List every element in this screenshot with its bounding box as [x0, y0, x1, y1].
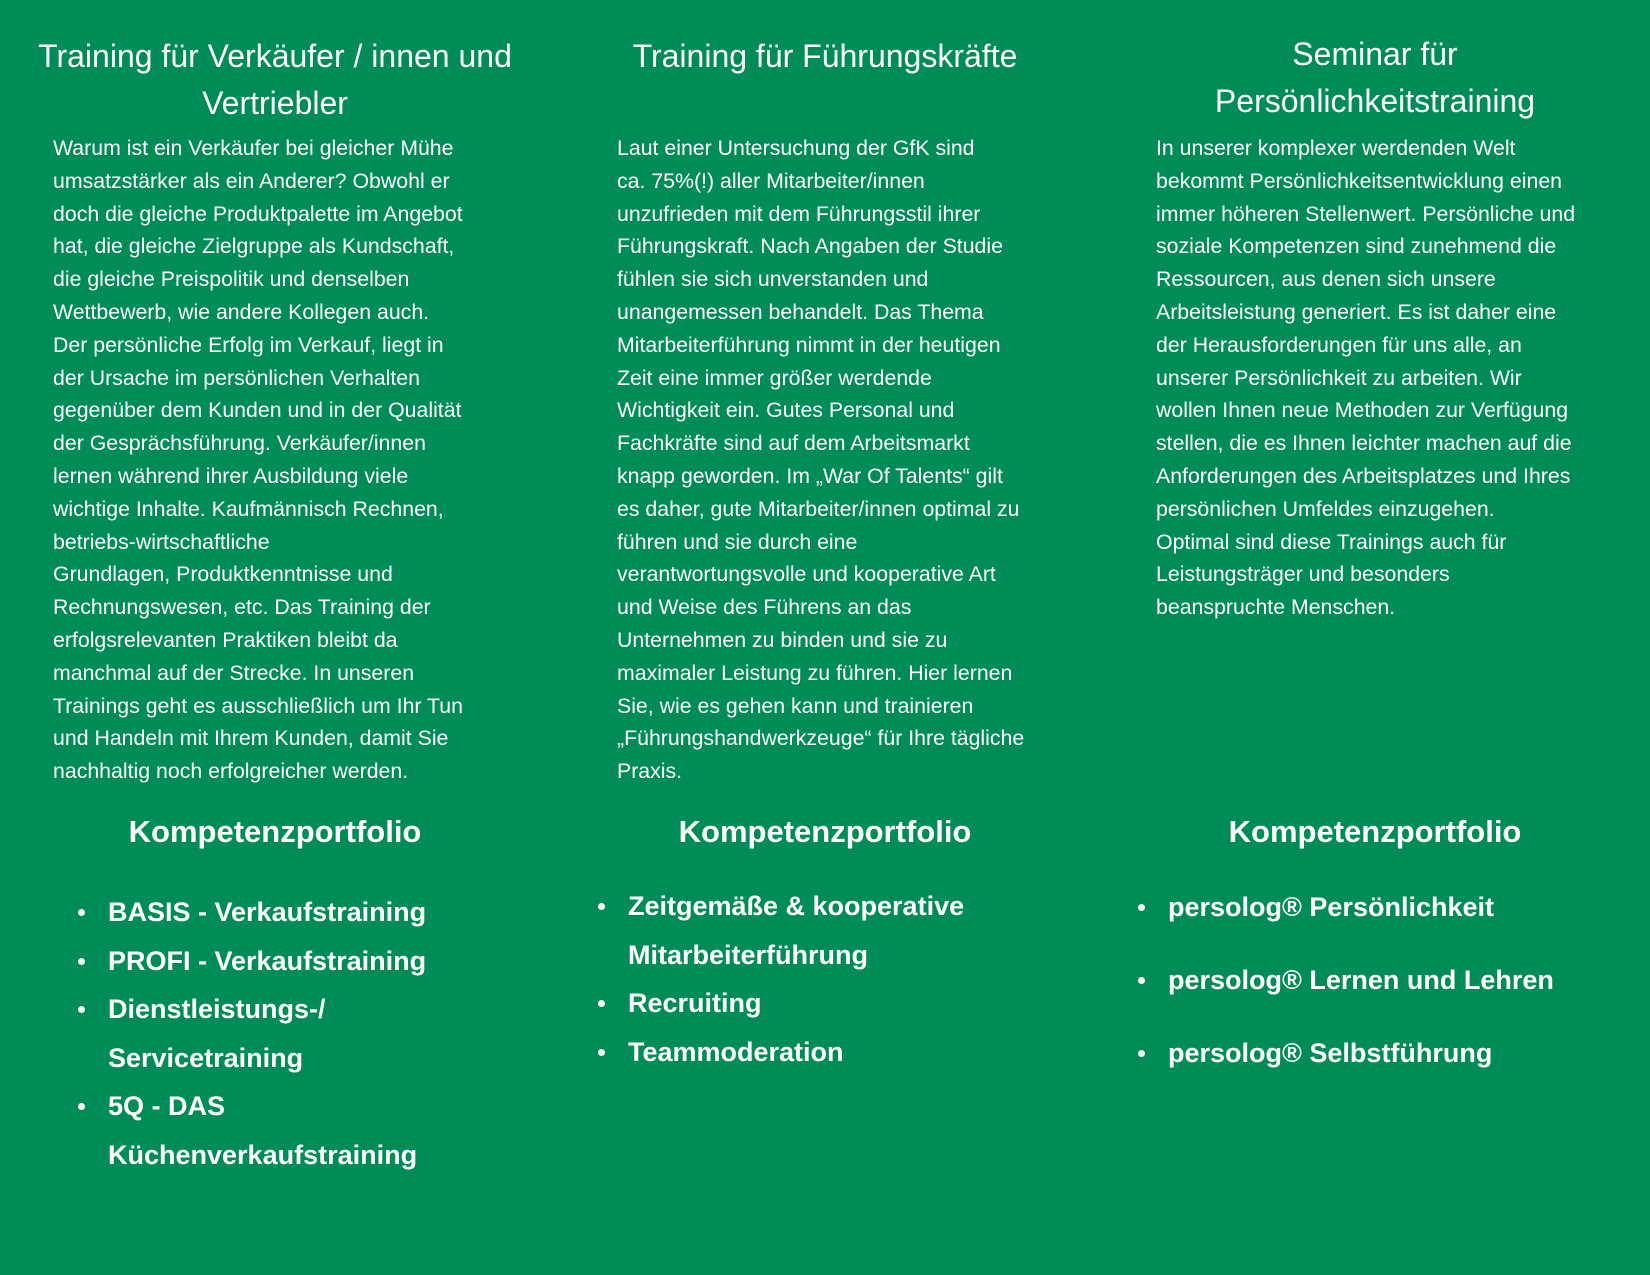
list-item-label: persolog® Persönlichkeit: [1168, 892, 1494, 922]
bullet-icon: [1138, 904, 1145, 911]
list-item-label: BASIS - Verkaufstraining: [108, 897, 427, 927]
list-item-label: Zeitgemäße & kooperative Mitarbeiterführung: [628, 891, 965, 970]
bullet-icon: [598, 903, 605, 910]
bullet-icon: [78, 1103, 85, 1110]
list-item: [628, 882, 1088, 979]
column-body-text: Warum ist ein Verkäufer bei gleicher Mühe umsatzstärker als ein Anderer? Obwohl er doch die gleiche Produktpalette im Angebot hat, die gleiche Zielgruppe als Kundschaft, die gleiche Preispolitik und denselben Wettbewerb, wie andere Kollegen auch. Der persönliche Erfolg im Verkauf, liegt in der Ursache im persönlichen Verhalten gegenüber dem Kunden und in der Qualität der Gesprächsführung. Verkäufer/innen lernen während ihrer Ausbildung viele wichtige Inhalte. Kaufmännisch Rechnen, betriebs-wirtschaftliche Grundlagen, Produktkenntnisse und Rechnungswesen, etc. Das Training der erfolgsrelevanten Praktiken bleibt da manchmal auf der Strecke. In unseren Trainings geht es ausschließlich um Ihr Tun und Handeln mit Ihrem Kunden, damit Sie nachhaltig noch erfolgreicher werden.: [53, 136, 463, 784]
bullet-icon: [1138, 977, 1145, 984]
list-item-label: 5Q - DAS Küchenverkaufstraining: [108, 1091, 418, 1170]
list-item: [108, 888, 548, 937]
section-title-portfolio: Kompetenzportfolio: [128, 814, 422, 849]
list-item: [1168, 956, 1648, 1004]
column-leadership-training: [560, 0, 1100, 1275]
list-item-label: Teammoderation: [628, 1036, 844, 1067]
list-item: [1168, 1029, 1648, 1077]
list-item: [1168, 883, 1648, 931]
list-item: [108, 1082, 548, 1179]
column-body-text: Laut einer Untersuchung der GfK sind ca. 75%(!) aller Mitarbeiter/innen unzufrieden mit dem Führungsstil ihrer Führungskraft. Nach Angaben der Studie fühlen sie sich unverstanden und unangemessen behandelt. Das Thema Mitarbeiterführung nimmt in der heutigen Zeit eine immer größer werdende Wichtigkeit ein. Gutes Personal und Fachkräfte sind auf dem Arbeitsmarkt knapp geworden. Im „War Of Talents“ gilt es daher, gute Mitarbeiter/innen optimal zu führen und sie durch eine verantwortungsvolle und kooperative Art und Weise des Führens an das Unternehmen zu binden und sie zu maximaler Leistung zu führen. Hier lernen Sie, wie es gehen kann und trainieren „Führungshandwerkzeuge“ für Ihre tägliche Praxis.: [617, 136, 1025, 784]
bullet-icon: [78, 958, 85, 965]
list-item-label: Dienstleistungs-/ Servicetraining: [108, 994, 326, 1073]
section-title-portfolio: Kompetenzportfolio: [678, 814, 972, 849]
bullet-icon: [78, 1006, 85, 1013]
column-sales-training: [0, 0, 560, 1275]
list-item: [108, 985, 548, 1082]
section-title-portfolio: Kompetenzportfolio: [1228, 814, 1522, 849]
bullet-icon: [598, 1049, 605, 1056]
portfolio-list: [108, 888, 548, 1179]
list-item-label: Recruiting: [628, 988, 762, 1018]
column-body-text: In unserer komplexer werdenden Welt bekommt Persönlichkeitsentwicklung einen immer höheren Stellenwert. Persönliche und soziale Kompetenzen sind zunehmend die Ressourcen, aus denen sich unsere Arbeitsleistung generiert. Es ist daher eine der Herausforderungen für uns alle, an unserer Persönlichkeit zu arbeiten. Wir wollen Ihnen neue Methoden zur Verfügung stellen, die es Ihnen leichter machen auf die Anforderungen des Arbeitsplatzes und Ihres persönlichen Umfeldes einzugehen. Optimal sind diese Trainings auch für Leistungsträger und besonders beanspruchte Menschen.: [1156, 136, 1576, 620]
bullet-icon: [78, 909, 85, 916]
list-item-label: persolog® Lernen und Lehren: [1168, 965, 1554, 995]
column-title: Training für Verkäufer / innen und Vertriebler: [38, 38, 512, 121]
column-personality-training: [1100, 0, 1650, 1275]
bullet-icon: [1138, 1050, 1145, 1057]
list-item: [628, 979, 1088, 1028]
list-item: [628, 1028, 1088, 1077]
bullet-icon: [598, 1000, 605, 1007]
column-title: Seminar für Persönlichkeitstraining: [1214, 36, 1536, 119]
list-item: [108, 937, 548, 986]
column-title: Training für Führungskräfte: [632, 38, 1018, 74]
portfolio-list: [1168, 883, 1648, 1077]
portfolio-list: [628, 882, 1088, 1076]
list-item-label: persolog® Selbstführung: [1168, 1038, 1493, 1068]
list-item-label: PROFI - Verkaufstraining: [108, 945, 427, 976]
